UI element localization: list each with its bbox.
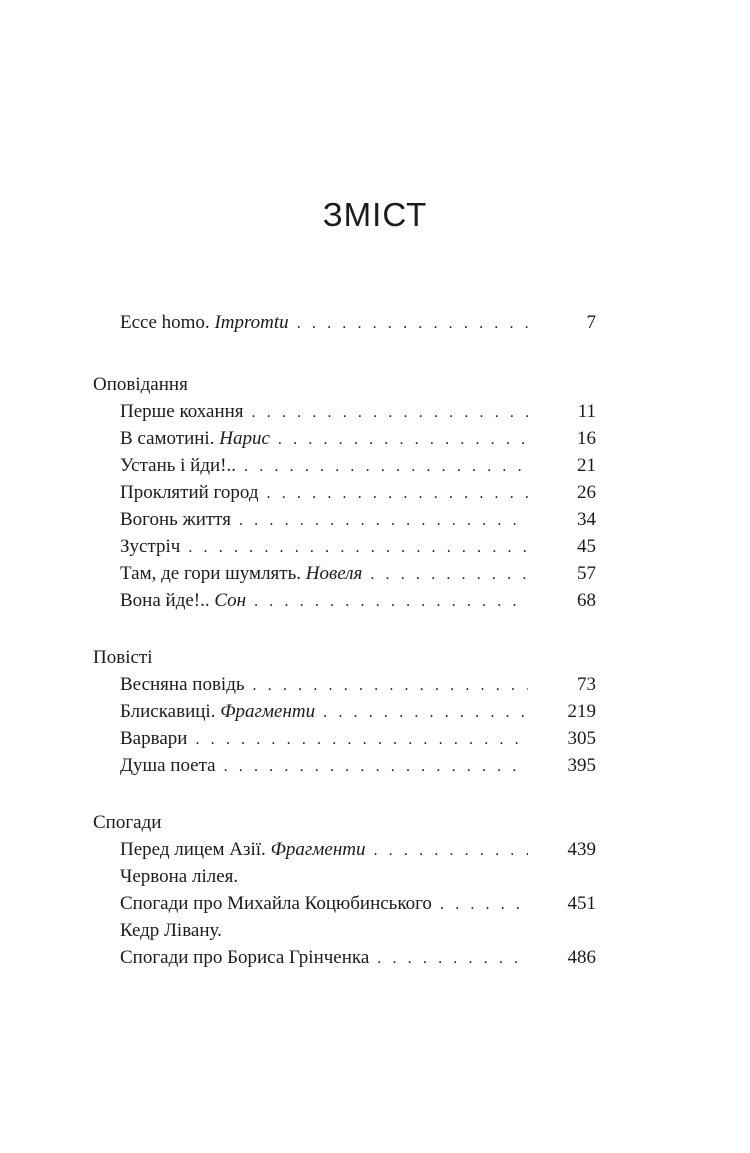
table-of-contents [93,309,596,971]
toc-entry [93,836,596,863]
toc-entry [93,587,596,614]
toc-entry-label [120,425,270,452]
toc-entry [93,671,596,698]
toc-entry-label [120,944,369,971]
dot-leader [370,561,528,588]
toc-entry-title: Вона йде!.. [120,590,210,611]
toc-entry [93,725,596,752]
toc-page-number: 451 [567,893,596,914]
toc-entry-label [120,452,236,479]
toc-entry-title: Вогонь життя [120,509,231,530]
toc-entry-label [120,506,231,533]
toc-entry [93,560,596,587]
toc-entry-label [120,587,246,614]
dot-leader [195,726,528,753]
toc-entry-label [120,309,289,336]
toc-page-number: 26 [577,482,596,503]
toc-page-number: 34 [577,509,596,530]
page-title: ЗМІСТ [322,196,428,233]
toc-entry-title: Варвари [120,728,188,749]
toc-page-number: 16 [577,428,596,449]
toc-entry-title: Кедр Лівану. [120,920,222,941]
toc-entry-title: Спогади про Бориса Грінченка [120,947,370,968]
toc-entry-title: Червона лілея. [120,866,239,887]
toc-entry [93,698,596,725]
dot-leader [188,534,528,561]
toc-entry-subtitle: Сон [214,590,247,611]
toc-entry [93,479,596,506]
toc-entry [93,944,596,971]
dot-leader [278,426,528,453]
toc-entry-subtitle: Фрагменти [270,839,366,860]
toc-entry-subtitle: Impromtu [214,312,289,333]
toc-entry-label [120,560,362,587]
toc-entry [93,533,596,560]
toc-entry [93,506,596,533]
toc-entry-title: Проклятий город [120,482,259,503]
toc-entry-label [120,398,244,425]
toc-entry-continued [93,863,596,890]
toc-entry-label [120,836,365,863]
section-heading: Оповідання [93,374,188,395]
dot-leader [373,837,528,864]
toc-entry-title: Зустріч [120,536,181,557]
dot-leader [244,453,528,480]
toc-page-number: 57 [577,563,596,584]
toc-page-number: 21 [577,455,596,476]
toc-entry-title: Весняна повідь [120,674,245,695]
toc-entry-subtitle: Фрагменти [220,701,316,722]
toc-page-number: 439 [567,839,596,860]
dot-leader [267,480,528,507]
toc-entry-label [120,890,432,917]
toc-entry [93,452,596,479]
toc-entry [93,425,596,452]
toc-entry-label [120,533,180,560]
dot-leader [224,753,528,780]
toc-entry-title: Блискавиці. [120,701,216,722]
toc-page-number: 45 [577,536,596,557]
toc-entry-title: В самотині. [120,428,215,449]
toc-page-number: 486 [567,947,596,968]
toc-page-number: 305 [567,728,596,749]
dot-leader [252,399,528,426]
toc-entry-continued [93,917,596,944]
toc-entry-title: Там, де гори шумлять. [120,563,302,584]
section-heading: Спогади [93,812,162,833]
toc-entry-title: Спогади про Михайла Коцюбинського [120,893,432,914]
toc-page-number: 11 [577,401,596,422]
toc-entry [93,752,596,779]
toc-entry-title: Ecce homo. [120,312,210,333]
dot-leader [253,672,528,699]
section-heading: Повісті [93,647,153,668]
toc-page-number: 395 [567,755,596,776]
toc-entry-subtitle: Нарис [219,428,270,449]
toc-entry-title: Устань і йди!.. [120,455,237,476]
toc-entry [93,398,596,425]
toc-entry-title: Перед лицем Азії. [120,839,266,860]
toc-page-number: 7 [586,312,596,333]
dot-leader [239,507,528,534]
dot-leader [323,699,528,726]
toc-page-number: 219 [567,701,596,722]
toc-entry-subtitle: Новеля [305,563,363,584]
dot-leader [297,310,528,337]
toc-entry [93,890,596,917]
toc-entry-label [120,725,187,752]
toc-entry [93,309,596,336]
dot-leader [377,945,528,972]
toc-entry-label [120,698,315,725]
toc-entry-title: Душа поета [120,755,216,776]
toc-page-number: 73 [577,674,596,695]
toc-entry-label [120,671,245,698]
toc-entry-label [120,479,259,506]
toc-page-number: 68 [577,590,596,611]
toc-entry-title: Перше кохання [120,401,244,422]
dot-leader [440,891,528,918]
dot-leader [254,588,528,615]
toc-entry-label [120,752,216,779]
